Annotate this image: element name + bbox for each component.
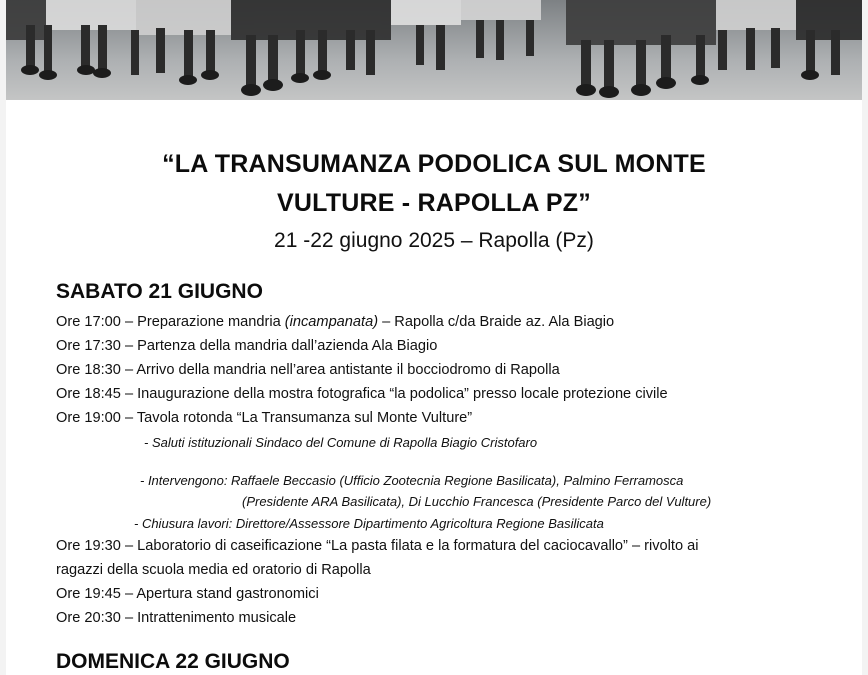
event-title-line-2: VULTURE - RAPOLLA PZ” <box>277 189 591 217</box>
schedule-line-1900: Ore 19:00 – Tavola rotonda “La Transumanza sul Monte Vulture” <box>56 410 473 426</box>
schedule-line-1830: Ore 18:30 – Arrivo della mandria nell’area antistante il bocciodromo di Rapolla <box>56 362 560 378</box>
note-speakers-line-2: (Presidente ARA Basilicata), Di Lucchio Francesca (Presidente Parco del Vulture) <box>242 494 712 509</box>
note-greetings: - Saluti istituzionali Sindaco del Comune di Rapolla Biagio Cristofaro <box>144 435 538 450</box>
schedule-line-1700 <box>56 314 614 330</box>
schedule-line-1700-a: Ore 17:00 – Preparazione mandria <box>56 314 285 330</box>
schedule-line-1930-b: ragazzi della scuola media ed oratorio di Rapolla <box>56 562 371 578</box>
document-page <box>6 100 862 675</box>
event-subtitle: 21 -22 giugno 2025 – Rapolla (Pz) <box>274 229 594 252</box>
saturday-heading: SABATO 21 GIUGNO <box>56 280 263 303</box>
note-closing: - Chiusura lavori: Direttore/Assessore Dipartimento Agricoltura Regione Basilicata <box>134 516 604 531</box>
schedule-line-1730: Ore 17:30 – Partenza della mandria dall’azienda Ala Biagio <box>56 338 438 354</box>
schedule-line-1930-a: Ore 19:30 – Laboratorio di caseificazione “La pasta filata e la formatura del caciocavallo” – rivolto ai <box>56 538 699 554</box>
schedule-line-1700-b: – Rapolla c/da Braide az. Ala Biagio <box>378 314 615 330</box>
schedule-line-1700-em: (incampanata) <box>284 314 379 330</box>
sunday-heading: DOMENICA 22 GIUGNO <box>56 650 290 673</box>
cattle-illustration <box>6 0 862 100</box>
schedule-line-1845: Ore 18:45 – Inaugurazione della mostra fotografica “la podolica” presso locale protezione civile <box>56 386 668 402</box>
event-title-line-1: “LA TRANSUMANZA PODOLICA SUL MONTE <box>162 150 706 178</box>
schedule-line-1945: Ore 19:45 – Apertura stand gastronomici <box>56 586 319 602</box>
header-photo-cattle <box>6 0 862 100</box>
note-speakers-line-1: - Intervengono: Raffaele Beccasio (Ufficio Zootecnia Regione Basilicata), Palmino Ferramosca <box>140 473 684 488</box>
schedule-line-2030: Ore 20:30 – Intrattenimento musicale <box>56 610 297 626</box>
